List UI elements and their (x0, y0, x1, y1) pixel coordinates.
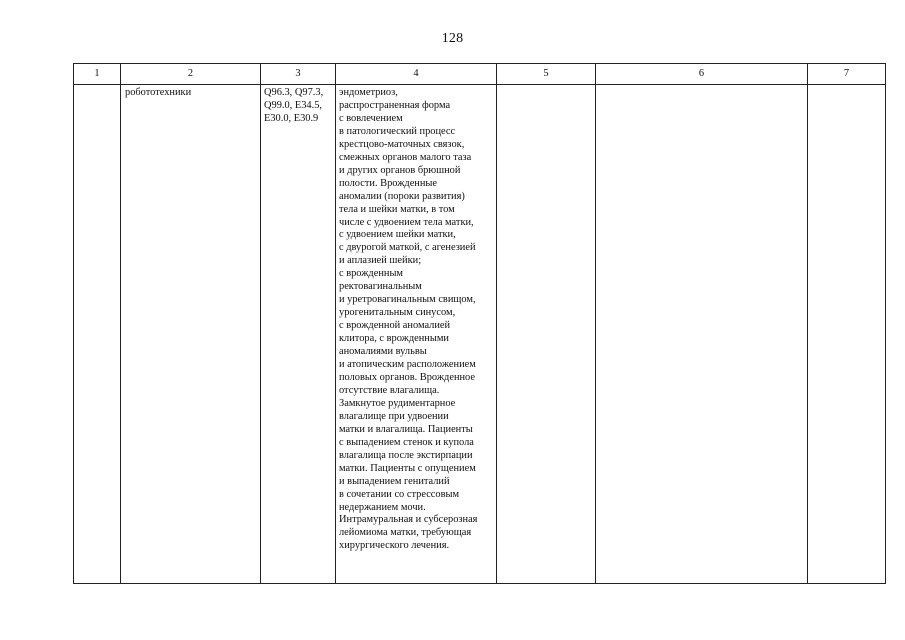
cell-col-3-text: Q96.3, Q97.3, Q99.0, E34.5, E30.0, E30.9 (264, 87, 324, 124)
header-col-3: 3 (261, 64, 336, 85)
header-col-2: 2 (121, 64, 261, 85)
cell-col-4 (336, 85, 497, 584)
table-body (74, 85, 886, 584)
cell-col-1-text (74, 85, 120, 87)
cell-col-6 (596, 85, 808, 584)
cell-col-7-text (808, 85, 885, 87)
cell-col-5-text (497, 85, 595, 87)
table-row (74, 85, 886, 584)
header-row (74, 64, 886, 85)
cell-col-5 (497, 85, 596, 584)
header-col-5: 5 (497, 64, 596, 85)
cell-col-1 (74, 85, 121, 584)
cell-col-7 (808, 85, 886, 584)
cell-col-3 (261, 85, 336, 584)
cell-col-4-text: эндометриоз, распространенная форма с вовлечением в патологический процесс крестцово-маточных связок, смежных органов малого таза и других органов брюшной полости. Врожденные аномалии (пороки развития) тела и шейки матки, в том числе с удвоением тела матки, с удвоением шейки матки, с двурогой маткой, с агенезией и аплазией шейки; с врожденным ректовагинальным и уретровагинальным свищом, урогенитальным синусом, с врожденной аномалией клитора, с врожденными аномалиями вульвы и атопическим расположением половых органов. Врожденное отсутствие влагалища. Замкнутое рудиментарное влагалище при удвоении матки и влагалища. Пациенты с выпадением стенок и купола влагалища после экстирпации матки. Пациенты с опущением и выпадением гениталий в сочетании со стрессовым недержанием мочи. Интрамуральная и субсерозная лейомиома матки, требующая хирургического лечения. (339, 87, 478, 552)
medical-table (73, 63, 886, 584)
header-col-6: 6 (596, 64, 808, 85)
cell-col-2 (121, 85, 261, 584)
header-col-1: 1 (74, 64, 121, 85)
cell-col-2-text: робототехники (125, 87, 192, 98)
header-col-7: 7 (808, 64, 886, 85)
header-col-4: 4 (336, 64, 497, 85)
page-number: 128 (441, 31, 464, 46)
cell-col-6-text (596, 85, 807, 87)
table-header (74, 64, 886, 85)
